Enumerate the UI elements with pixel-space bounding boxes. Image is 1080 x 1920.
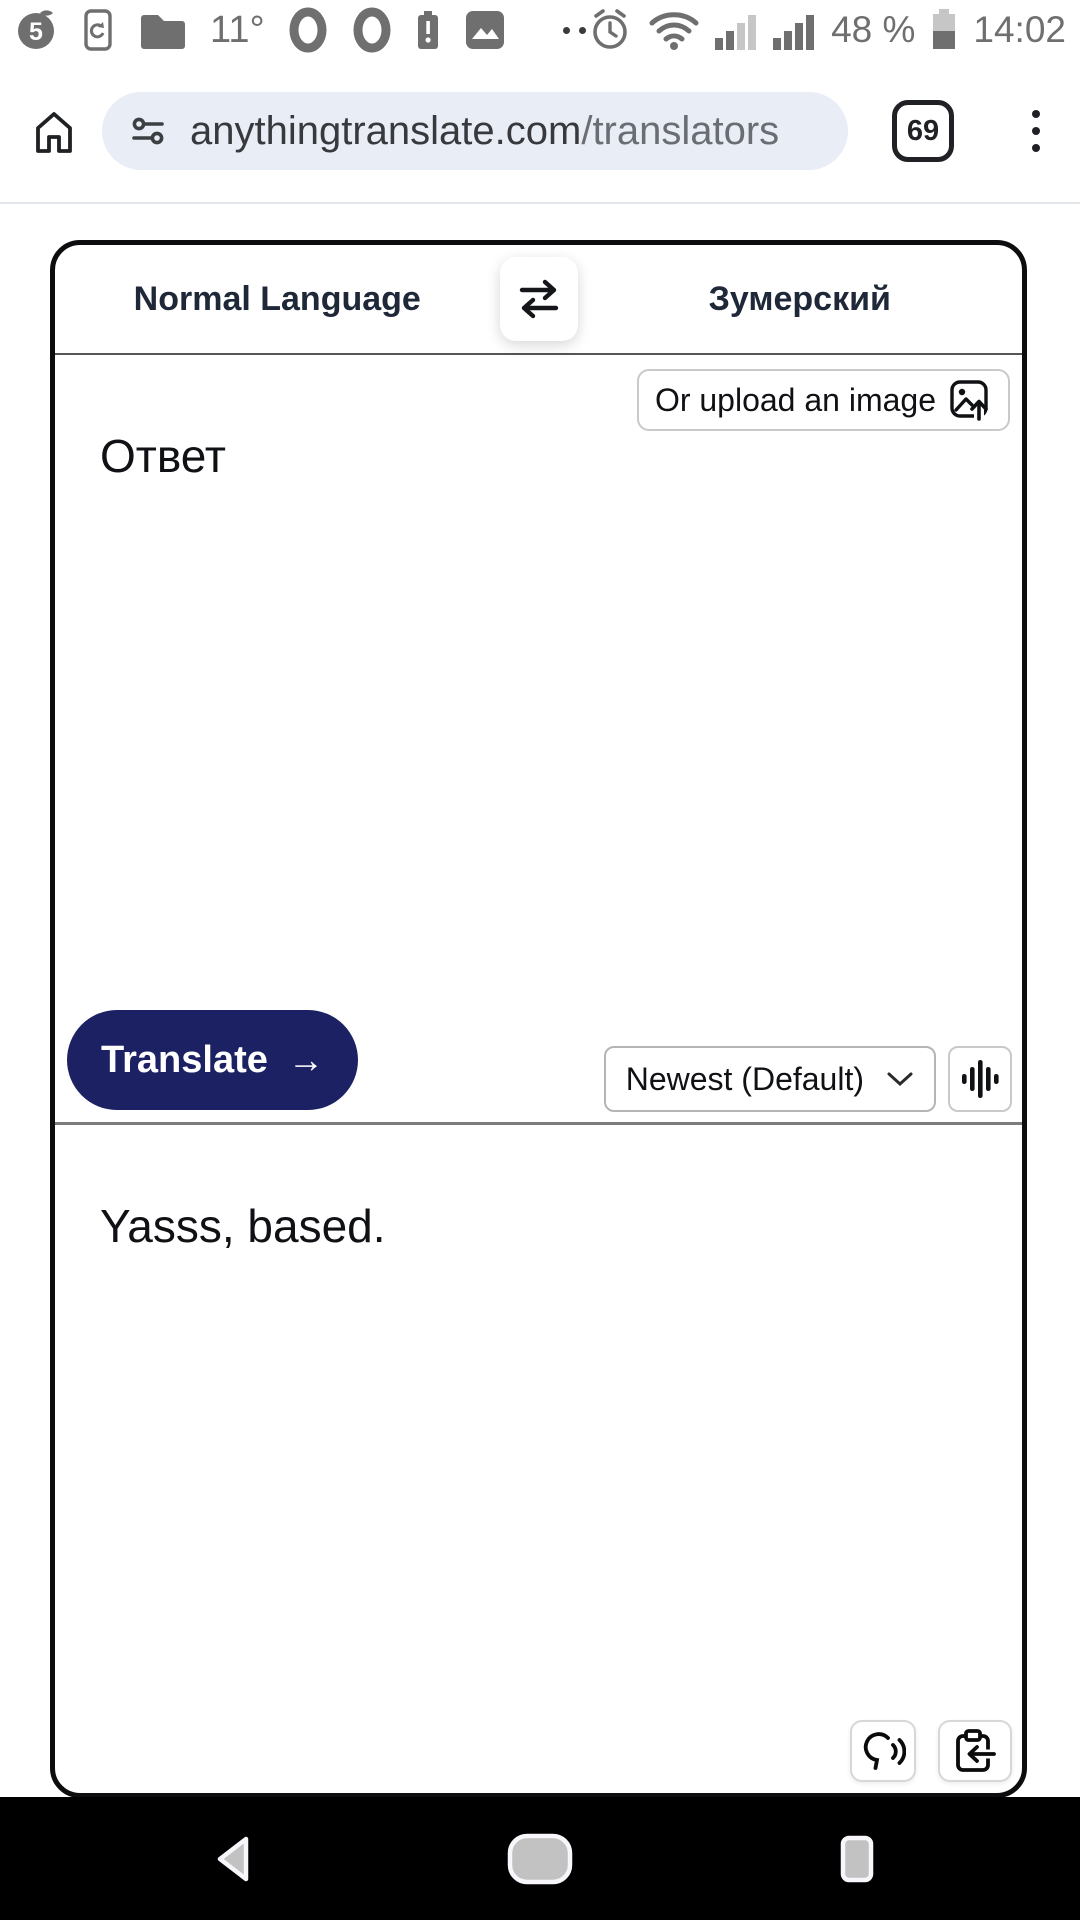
status-bar-notification-icons: [14, 7, 586, 53]
input-controls: [604, 1046, 1012, 1112]
address-bar[interactable]: [102, 92, 848, 170]
paste-clipboard-button[interactable]: [938, 1720, 1012, 1782]
voice-waveform-icon: [961, 1056, 999, 1102]
recents-icon[interactable]: [838, 1833, 876, 1885]
translated-text-output: Yasss, based.: [100, 1200, 386, 1252]
text-to-speech-icon: [860, 1730, 906, 1772]
chevron-down-icon: [886, 1070, 914, 1088]
translate-button[interactable]: [67, 1010, 358, 1110]
toolbar-divider: [0, 202, 1080, 204]
folder-icon: [138, 10, 188, 50]
swap-languages-icon: [516, 278, 562, 320]
opera-icon: [287, 7, 329, 53]
translate-button-label: Translate: [101, 1038, 268, 1081]
clock: 14:02: [973, 9, 1066, 50]
back-icon[interactable]: [212, 1834, 254, 1884]
input-section[interactable]: [55, 355, 1022, 1122]
model-sort-value: Newest (Default): [625, 1060, 864, 1097]
upload-image-label: Or upload an image: [654, 381, 936, 418]
alarm-icon: [587, 7, 633, 53]
android-nav-bar: [0, 1797, 1080, 1920]
battery-alert-icon: [415, 8, 441, 52]
cell-signal-full-icon: [773, 10, 817, 50]
text-to-speech-button[interactable]: [850, 1720, 916, 1782]
gallery-icon: [463, 8, 507, 52]
model-sort-select[interactable]: [604, 1046, 936, 1112]
upload-image-button[interactable]: [637, 369, 1010, 431]
wifi-icon: [647, 9, 701, 51]
five-app-icon: [14, 8, 58, 52]
tab-switcher[interactable]: [892, 100, 954, 162]
status-bar-system-icons: [587, 7, 1066, 53]
tab-count: 69: [906, 114, 940, 147]
url-path: /translators: [581, 108, 780, 153]
language-header: [55, 245, 1022, 355]
cell-signal-partial-icon: [715, 10, 759, 50]
menu-kebab-icon[interactable]: [1026, 104, 1046, 158]
home-pill-icon[interactable]: [506, 1832, 574, 1886]
source-language-label[interactable]: Normal Language: [133, 279, 421, 318]
battery-percent: 48 %: [831, 9, 916, 50]
output-section: [55, 1125, 1022, 1792]
browser-toolbar: [0, 60, 1080, 202]
opera-icon: [351, 7, 393, 53]
target-language-label[interactable]: Зумерский: [708, 279, 891, 318]
url-domain: anythingtranslate.com: [190, 108, 582, 153]
paste-clipboard-icon: [951, 1727, 999, 1775]
image-upload-icon: [948, 378, 992, 422]
tune-icon[interactable]: [128, 111, 168, 151]
home-icon[interactable]: [28, 105, 80, 157]
voice-input-button[interactable]: [948, 1046, 1012, 1112]
swap-languages-button[interactable]: [500, 257, 578, 341]
temperature-indicator: 11°: [210, 8, 265, 51]
source-text-input[interactable]: Ответ: [100, 430, 226, 482]
notification-overflow-dots: [563, 27, 586, 34]
battery-half-icon: [929, 7, 959, 53]
url-text[interactable]: [190, 109, 779, 154]
output-actions: [850, 1720, 1012, 1782]
svg-text:5: 5: [29, 18, 43, 46]
translator-card: [50, 240, 1027, 1798]
screen-rotate-icon: [80, 7, 116, 53]
arrow-right-icon: →: [287, 1039, 324, 1080]
status-bar: [0, 0, 1080, 60]
